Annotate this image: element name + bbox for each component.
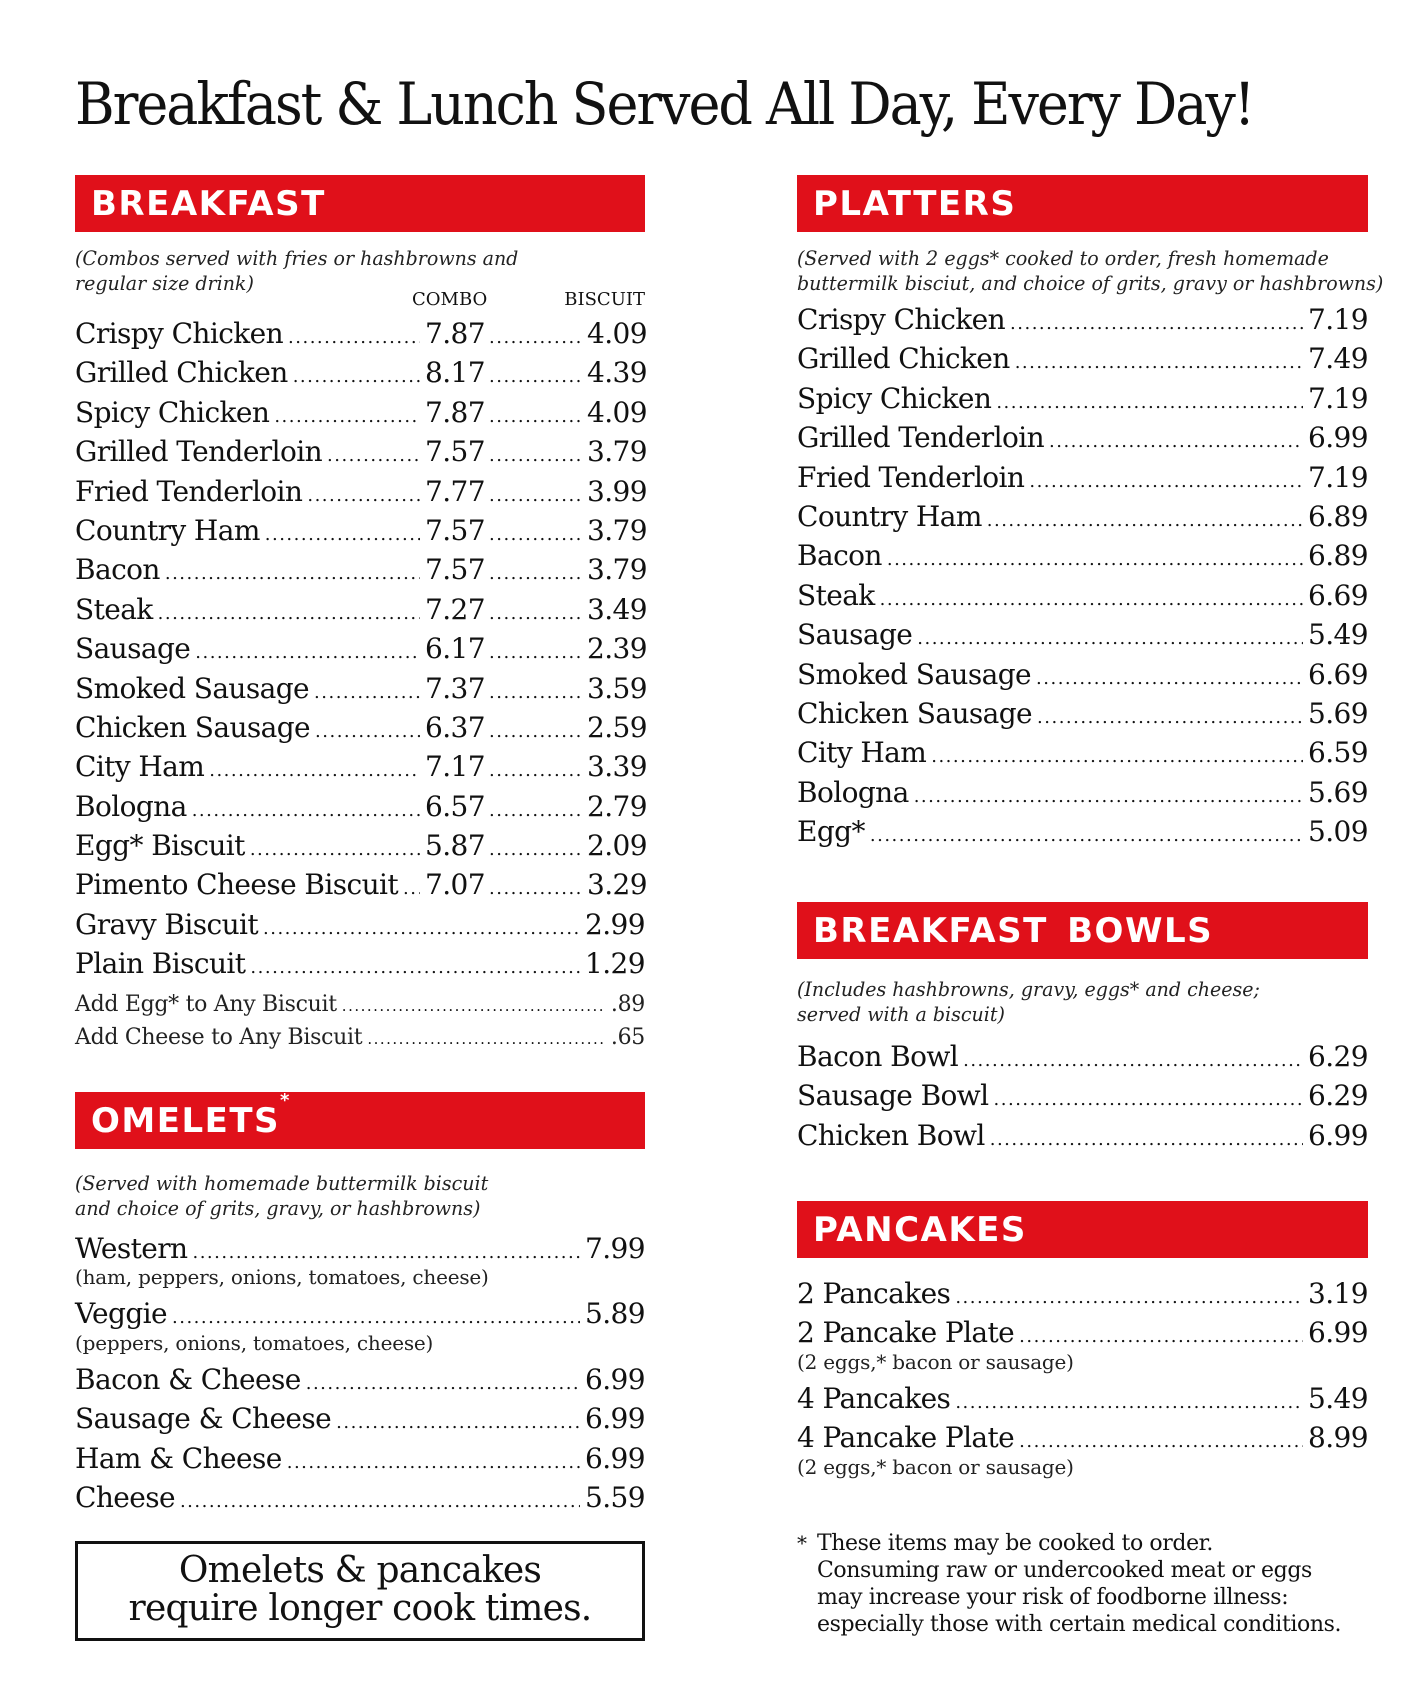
addon-item: Add Egg* to Any Biscuit ..... .89 bbox=[75, 988, 645, 1021]
menu-item: City Ham ..... 6.59 bbox=[797, 733, 1368, 772]
menu-item: Steak ..... 6.69 bbox=[797, 576, 1368, 615]
asterisk-mark: * bbox=[797, 1531, 807, 1555]
section-note: (Served with homemade buttermilk biscuit bbox=[75, 1171, 489, 1195]
menu-item: Spicy Chicken ..... 7.19 bbox=[797, 379, 1368, 418]
addon-item: Add Cheese to Any Biscuit ..... .65 bbox=[75, 1021, 645, 1054]
section-note: and choice of grits, gravy, or hashbrowns) bbox=[75, 1196, 481, 1220]
item-description: (ham, peppers, onions, tomatoes, cheese) bbox=[75, 1265, 489, 1290]
section-header-omelets bbox=[75, 1089, 645, 1149]
menu-item: Bologna ..... 5.69 bbox=[797, 773, 1368, 812]
section-header-pancakes bbox=[797, 1201, 1368, 1258]
section-header-breakfast bbox=[75, 175, 645, 232]
menu-item: Country Ham ..... 7.57 ..... 3.79 bbox=[75, 511, 645, 550]
menu-item: 4 Pancake Plate ..... 8.99 bbox=[797, 1418, 1368, 1457]
menu-item: Egg* ..... 5.09 bbox=[797, 812, 1368, 851]
menu-item: Veggie ..... 5.89 bbox=[75, 1294, 645, 1333]
menu-item: Ham & Cheese ..... 6.99 bbox=[75, 1439, 645, 1478]
menu-item: Smoked Sausage ..... 7.37 ..... 3.59 bbox=[75, 669, 645, 708]
menu-item: Pimento Cheese Biscuit ..... 7.07 ..... 3.29 bbox=[75, 865, 645, 904]
platters-section bbox=[797, 175, 1384, 851]
menu-item: Bacon Bowl ..... 6.29 bbox=[797, 1037, 1368, 1076]
menu-item: Bacon & Cheese ..... 6.99 bbox=[75, 1360, 645, 1399]
bowls-section bbox=[797, 902, 1368, 1155]
biscuit-column-header: BISCUIT bbox=[564, 289, 645, 310]
section-header-breakfast-bowls bbox=[797, 902, 1368, 959]
menu-item: Sausage ..... 6.17 ..... 2.39 bbox=[75, 629, 645, 668]
menu-item: 4 Pancakes ..... 5.49 bbox=[797, 1379, 1368, 1418]
section-header-platters bbox=[797, 175, 1368, 232]
item-description: (2 eggs,* bacon or sausage) bbox=[797, 1454, 1074, 1479]
menu-item: Country Ham ..... 6.89 bbox=[797, 497, 1368, 536]
menu-item: 2 Pancakes ..... 3.19 bbox=[797, 1274, 1368, 1313]
section-title: BREAKFAST BOWLS bbox=[813, 911, 1214, 951]
menu-item: Chicken Sausage ..... 6.37 ..... 2.59 bbox=[75, 708, 645, 747]
section-note: served with a biscuit) bbox=[797, 1002, 1005, 1026]
menu-item: Chicken Bowl ..... 6.99 bbox=[797, 1116, 1368, 1155]
item-description: (2 eggs,* bacon or sausage) bbox=[797, 1349, 1074, 1374]
menu-item: Plain Biscuit ..... 1.29 bbox=[75, 944, 645, 983]
menu-item: Grilled Tenderloin ..... 7.57 ..... 3.79 bbox=[75, 432, 645, 471]
menu-item: City Ham ..... 7.17 ..... 3.39 bbox=[75, 747, 645, 786]
menu-item: Bacon ..... 6.89 bbox=[797, 536, 1368, 575]
left-column bbox=[75, 175, 645, 1054]
section-note: buttermilk bisciut, and choice of grits, gravy or hashbrowns) bbox=[797, 271, 1384, 295]
food-safety-footnote: * These items may be cooked to order. Consuming raw or undercooked meat or eggs may increase your risk of foodborne illness: especially those with certain medical conditions. bbox=[797, 1531, 1342, 1637]
menu-item: Bologna ..... 6.57 ..... 2.79 bbox=[75, 787, 645, 826]
item-description: (peppers, onions, tomatoes, cheese) bbox=[75, 1330, 434, 1355]
menu-item: Grilled Chicken ..... 8.17 ..... 4.39 bbox=[75, 353, 645, 392]
menu-item: Bacon ..... 7.57 ..... 3.79 bbox=[75, 550, 645, 589]
section-title: PANCAKES bbox=[813, 1210, 1027, 1250]
section-title: PLATTERS bbox=[813, 184, 1017, 224]
menu-item: Cheese ..... 5.59 bbox=[75, 1478, 645, 1517]
breakfast-item-list bbox=[75, 314, 645, 1054]
menu-item: Fried Tenderloin ..... 7.77 ..... 3.99 bbox=[75, 472, 645, 511]
menu-item: Crispy Chicken ..... 7.87 ..... 4.09 bbox=[75, 314, 645, 353]
menu-item: Chicken Sausage ..... 5.69 bbox=[797, 694, 1368, 733]
pancakes-section bbox=[797, 1201, 1368, 1484]
section-title: OMELETS* bbox=[91, 1089, 291, 1141]
menu-item: Sausage Bowl ..... 6.29 bbox=[797, 1076, 1368, 1115]
omelets-section bbox=[75, 1089, 645, 1517]
menu-item: Crispy Chicken ..... 7.19 bbox=[797, 300, 1368, 339]
combo-column-header: COMBO bbox=[412, 289, 488, 310]
menu-item: Smoked Sausage ..... 6.69 bbox=[797, 655, 1368, 694]
section-note: (Served with 2 eggs* cooked to order, fresh homemade bbox=[797, 246, 1329, 270]
menu-item: Western ..... 7.99 bbox=[75, 1229, 645, 1268]
menu-item: Sausage ..... 5.49 bbox=[797, 615, 1368, 654]
section-note: regular size drink) bbox=[75, 271, 254, 295]
section-title: BREAKFAST bbox=[91, 184, 326, 224]
menu-item: Spicy Chicken ..... 7.87 ..... 4.09 bbox=[75, 393, 645, 432]
section-note: (Combos served with fries or hashbrowns and bbox=[75, 246, 519, 270]
menu-item: Grilled Tenderloin ..... 6.99 bbox=[797, 418, 1368, 457]
section-note: (Includes hashbrowns, gravy, eggs* and cheese; bbox=[797, 977, 1260, 1001]
menu-item: 2 Pancake Plate ..... 6.99 bbox=[797, 1313, 1368, 1352]
asterisk-mark: * bbox=[280, 1089, 291, 1111]
menu-item: Egg* Biscuit ..... 5.87 ..... 2.09 bbox=[75, 826, 645, 865]
menu-item: Grilled Chicken ..... 7.49 bbox=[797, 339, 1368, 378]
menu-item: Gravy Biscuit ..... 2.99 bbox=[75, 905, 645, 944]
menu-item: Fried Tenderloin ..... 7.19 bbox=[797, 458, 1368, 497]
page-title: Breakfast & Lunch Served All Day, Every Day! bbox=[75, 70, 1254, 138]
cook-time-callout: Omelets & pancakes require longer cook times. bbox=[75, 1541, 645, 1641]
menu-item: Sausage & Cheese ..... 6.99 bbox=[75, 1399, 645, 1438]
menu-item: Steak ..... 7.27 ..... 3.49 bbox=[75, 590, 645, 629]
